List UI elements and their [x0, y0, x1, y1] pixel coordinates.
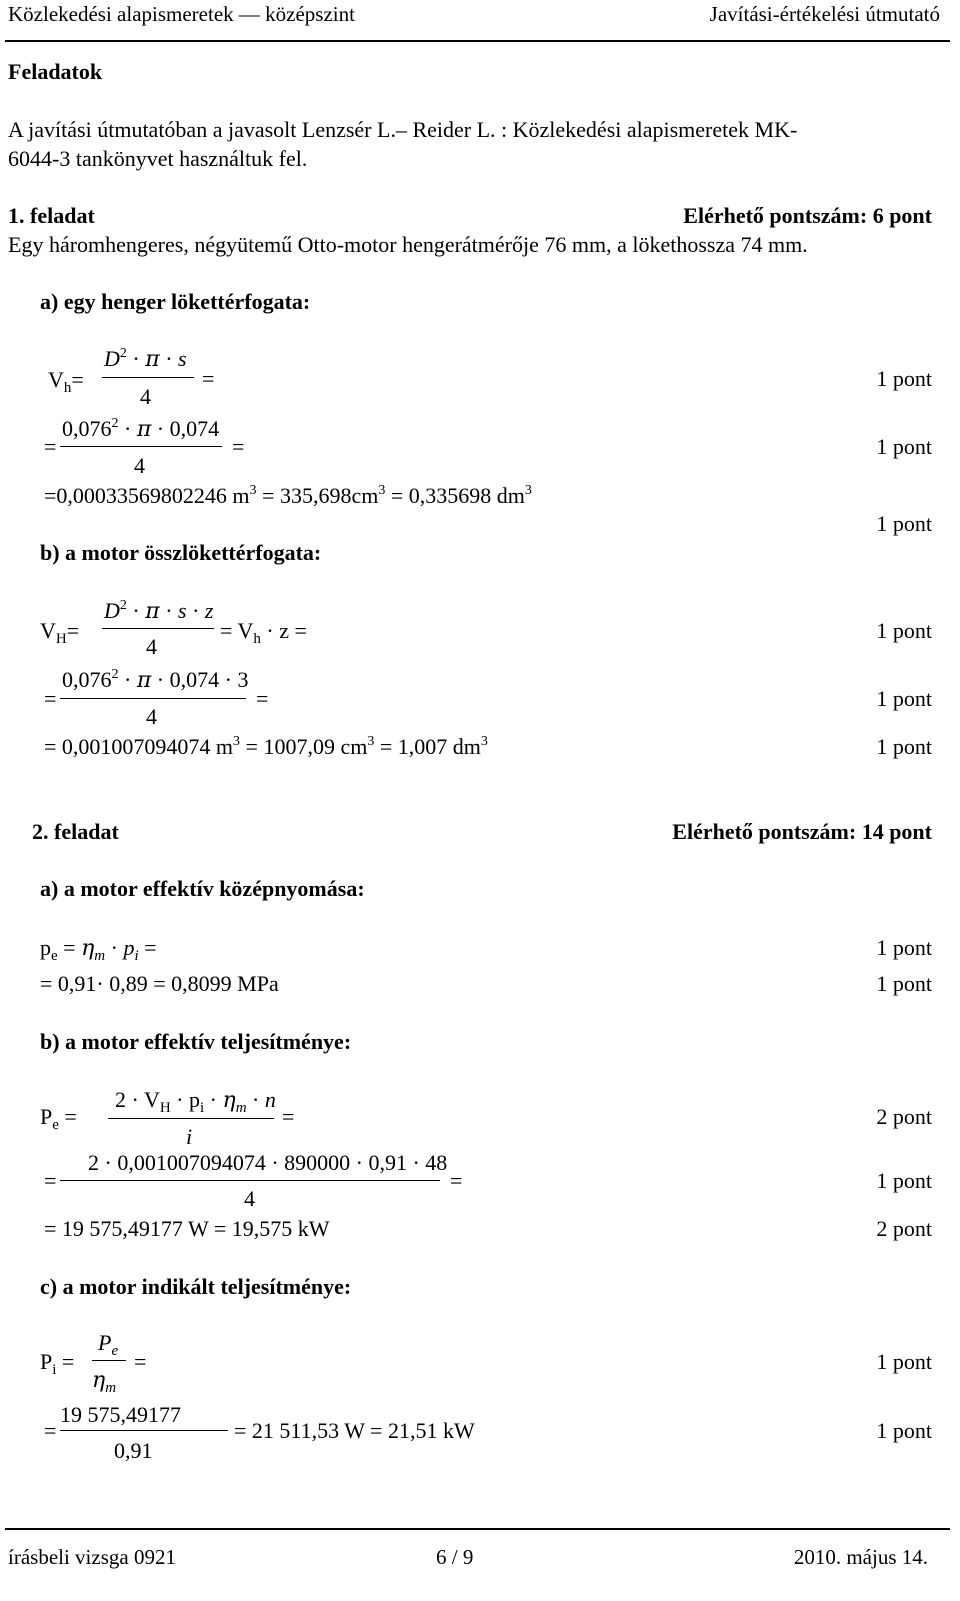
points-value: 1 pont [876, 1168, 932, 1193]
task2c-heading: c) a motor indikált teljesítménye: [40, 1274, 352, 1299]
section-title: Feladatok [8, 59, 103, 84]
footer-page-number: 6 / 9 [436, 1545, 474, 1569]
header-left: Közlekedési alapismeretek — középszint [8, 2, 355, 26]
fraction-numerator: 2 · 0,001007094074 · 890000 · 0,91 · 48 [88, 1150, 448, 1175]
fraction-numerator: $D^2 \cdot \pi \cdot s \cdot z$ [104, 598, 214, 624]
equals-sign: = [44, 1418, 57, 1443]
task1a-heading: a) egy henger lökettérfogata: [40, 289, 311, 314]
fraction-bar [102, 377, 194, 378]
task1-statement: Egy háromhengeres, négyütemű Otto-motor hengerátmérője 76 mm, a lökethossza 74 mm. [8, 232, 808, 257]
fraction-bar [60, 698, 246, 699]
fraction-denominator: 4 [134, 453, 145, 478]
fraction-bar [60, 1180, 440, 1181]
fraction-bar [108, 1118, 274, 1119]
formula-Pe-lhs: $P_e$ = [40, 1104, 77, 1133]
task2a-heading: a) a motor effektív középnyomása: [40, 876, 365, 901]
header-rule [5, 40, 950, 42]
formula-vH-lhs: $V_H=$ [40, 618, 80, 647]
points-value: 1 pont [876, 366, 932, 391]
task2-points-label: Elérhető pontszám: 14 pont [672, 819, 932, 844]
equals-sign: = [44, 434, 57, 459]
equals-sign: = [202, 366, 215, 391]
task1b-heading: b) a motor összlökettérfogata: [40, 540, 322, 565]
fraction-numerator: $0,076^2 \cdot \pi \cdot 0,074 \cdot 3$ [62, 667, 249, 693]
points-value: 1 pont [876, 1349, 932, 1374]
equals-sign: = [282, 1104, 295, 1129]
task2-title: 2. feladat [32, 819, 119, 844]
footer-right: 2010. május 14. [793, 1545, 928, 1569]
footer-rule [5, 1528, 950, 1530]
intro-line-1: A javítási útmutatóban a javasolt Lenzsér L.– Reider L. : Közlekedési alapismeretek MK- [8, 117, 798, 142]
points-value: 1 pont [876, 935, 932, 960]
formula-vh-lhs: $V_h=$ [48, 367, 84, 396]
fraction-bar [60, 446, 222, 447]
task1-title: 1. feladat [8, 203, 95, 228]
fraction-denominator: 0,91 [114, 1438, 153, 1463]
points-value: 1 pont [876, 686, 932, 711]
equals-sign: = [44, 1168, 57, 1193]
formula-pe: $p_e = \eta_m \cdot p_i$ = [40, 935, 157, 964]
header-right: Javítási-értékelési útmutató [709, 2, 940, 26]
intro-line-2: 6044-3 tankönyvet használtuk fel. [8, 146, 308, 171]
points-value: 2 pont [876, 1104, 932, 1129]
points-value: 1 pont [876, 1418, 932, 1443]
fraction-bar [92, 1360, 126, 1361]
equals-sign: = [134, 1349, 147, 1374]
result-line: = 19 575,49177 W = 19,575 kW [44, 1216, 330, 1241]
fraction-denominator: 4 [146, 634, 157, 659]
formula-Pi-lhs: $P_i$ = [40, 1349, 75, 1378]
result-line: = 0,91· 0,89 = 0,8099 MPa [40, 971, 279, 996]
points-value: 2 pont [876, 1216, 932, 1241]
footer-left: írásbeli vizsga 0921 [8, 1545, 176, 1569]
result-line: = 21 511,53 W = 21,51 kW [234, 1418, 475, 1443]
formula-rhs: = $V_h \cdot z$ = [220, 618, 307, 647]
task1-points-label: Elérhető pontszám: 6 pont [683, 203, 932, 228]
fraction-denominator: 4 [244, 1186, 255, 1211]
fraction-denominator: 4 [140, 384, 151, 409]
equals-sign: = [44, 686, 57, 711]
points-value: 1 pont [876, 734, 932, 759]
fraction-bar [102, 628, 214, 629]
fraction-numerator: $2 \cdot V_H \cdot p_i \cdot \eta_m \cdot n$ [115, 1087, 276, 1116]
result-line: =0,00033569802246 $m^3 = 335,698cm^3 = 0,335698$ $dm^3$ [44, 483, 532, 508]
points-value: 1 pont [876, 434, 932, 459]
task2b-heading: b) a motor effektív teljesítménye: [40, 1029, 352, 1054]
equals-sign: = [256, 686, 269, 711]
points-value: 1 pont [876, 971, 932, 996]
points-value: 1 pont [876, 511, 932, 536]
result-line: = 0,001007094074 $m^3 = 1007,09$ $cm^3 = 1,007$ $dm^3$ [44, 734, 488, 759]
fraction-numerator: $D^2 \cdot \pi \cdot s$ [104, 346, 187, 372]
fraction-numerator: $P_e$ [98, 1330, 119, 1359]
equals-sign: = [450, 1168, 463, 1193]
fraction-denominator: i [186, 1124, 193, 1149]
fraction-bar [60, 1430, 228, 1431]
fraction-numerator: 19 575,49177 [60, 1402, 181, 1427]
fraction-numerator: $0,076^2 \cdot \pi \cdot 0,074$ [62, 416, 220, 442]
points-value: 1 pont [876, 618, 932, 643]
fraction-denominator: $\eta_m$ [92, 1368, 117, 1396]
equals-sign: = [232, 434, 245, 459]
fraction-denominator: 4 [146, 704, 157, 729]
